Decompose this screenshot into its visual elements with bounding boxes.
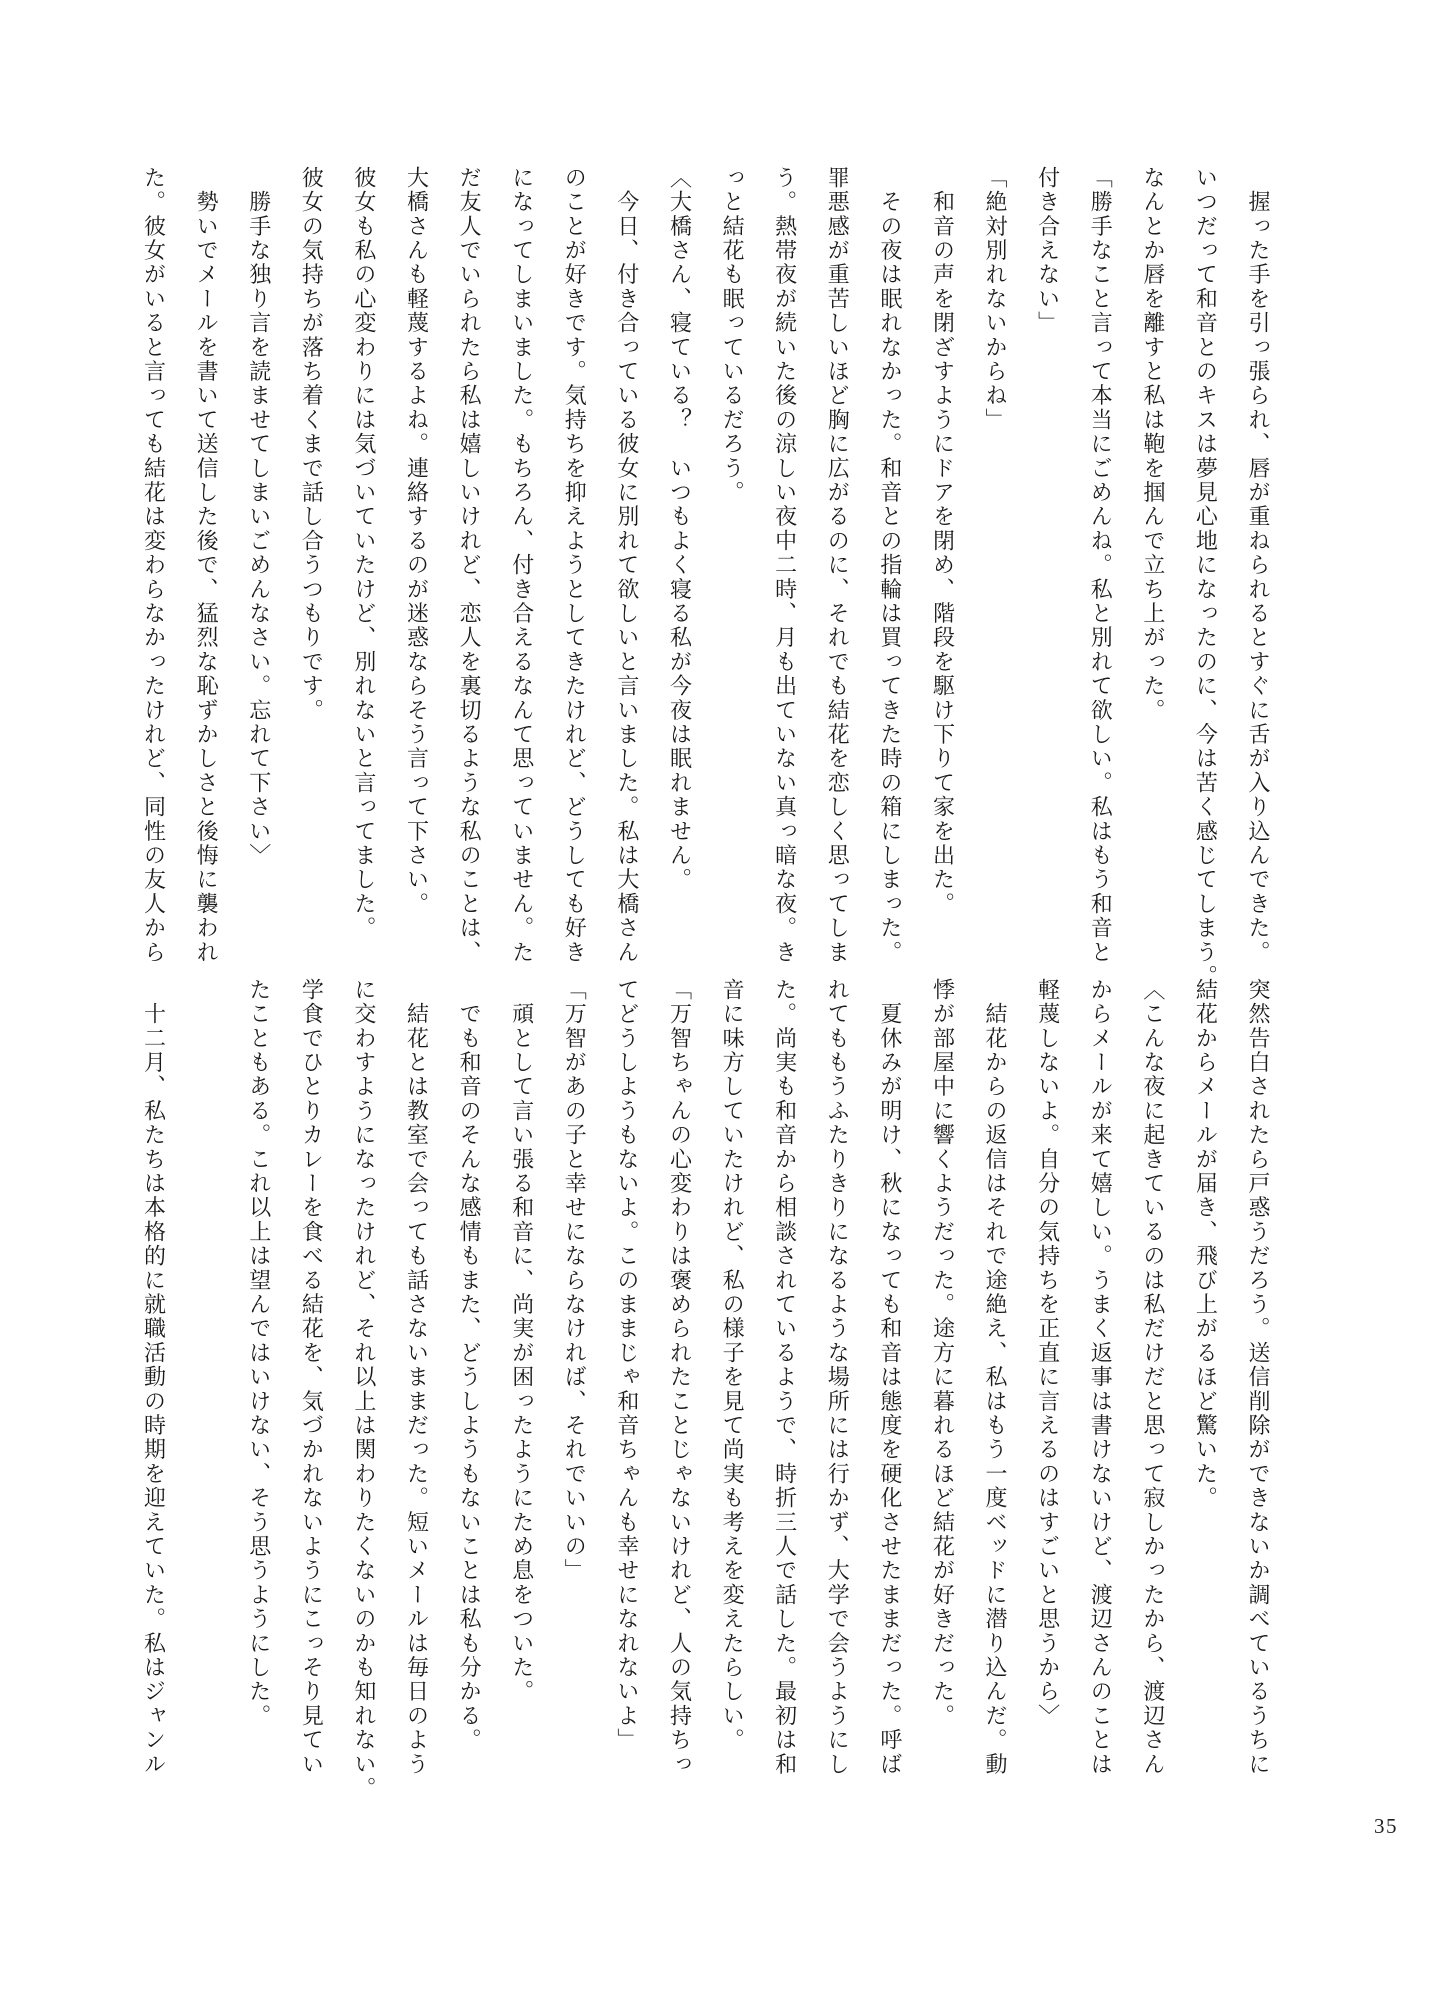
- text-column: た。彼女がいると言っても結花は変わらなかったけれど、同性の友人から: [141, 166, 167, 965]
- text-column: になってしまいました。もちろん、付き合えるなんて思っていません。た: [509, 166, 535, 965]
- text-column: その夜は眠れなかった。和音との指輪は買ってきた時の箱にしまった。: [877, 166, 903, 965]
- text-column: だ友人でいられたら私は嬉しいけれど、恋人を裏切るような私のことは、: [457, 166, 483, 965]
- text-column: 勢いでメールを書いて送信した後で、猛烈な恥ずかしさと後悔に襲われ: [194, 166, 220, 965]
- text-column: 「万智があの子と幸せにならなければ、それでいいの」: [562, 978, 588, 1583]
- text-column: 〈こんな夜に起きているのは私だけだと思って寂しかったから、渡辺さん: [1140, 978, 1166, 1777]
- text-column: 軽蔑しないよ。自分の気持ちを正直に言えるのはすごいと思うから〉: [1035, 978, 1061, 1729]
- text-column: 悸が部屋中に響くようだった。途方に暮れるほど結花が好きだった。: [930, 978, 956, 1729]
- text-column: なんとか唇を離すと私は鞄を掴んで立ち上がった。: [1140, 166, 1166, 723]
- text-column: 勝手な独り言を読ませてしまいごめんなさい。忘れて下さい〉: [246, 166, 272, 868]
- text-column: てどうしようもないよ。このままじゃ和音ちゃんも幸せになれないよ」: [614, 978, 640, 1753]
- text-column: からメールが来て嬉しい。うまく返事は書けないけど、渡辺さんのことは: [1088, 978, 1114, 1777]
- text-column: っと結花も眠っているだろう。: [720, 166, 746, 505]
- text-column: 今日、付き合っている彼女に別れて欲しいと言いました。私は大橋さん: [614, 166, 640, 965]
- text-column: 「絶対別れないからね」: [983, 166, 1009, 433]
- text-column: でも和音のそんな感情もまた、どうしようもないことは私も分かる。: [457, 978, 483, 1753]
- text-column: 結花からメールが届き、飛び上がるほど驚いた。: [1193, 978, 1219, 1511]
- text-column: れてももうふたりきりになるような場所には行かず、大学で会うようにし: [825, 978, 851, 1777]
- text-column: 和音の声を閉ざすようにドアを閉め、階段を駆け下りて家を出た。: [930, 166, 956, 917]
- text-column: 握った手を引っ張られ、唇が重ねられるとすぐに舌が入り込んできた。: [1246, 166, 1271, 965]
- text-column: た。尚実も和音から相談されているようで、時折三人で話した。最初は和: [772, 978, 798, 1777]
- text-column: 彼女の気持ちが落ち着くまで話し合うつもりです。: [299, 166, 325, 723]
- text-column: 罪悪感が重苦しいほど胸に広がるのに、それでも結花を恋しく思ってしま: [825, 166, 851, 965]
- text-column: に交わすようになったけれど、それ以上は関わりたくないのかも知れない。: [351, 978, 377, 1801]
- text-block-bottom: [126, 978, 1284, 1810]
- text-column: [180, 978, 233, 1810]
- text-column: 突然告白されたら戸惑うだろう。送信削除ができないか調べているうちに: [1246, 978, 1271, 1777]
- text-column: 頑として言い張る和音に、尚実が困ったようにため息をついた。: [509, 978, 535, 1704]
- text-column: いつだって和音とのキスは夢見心地になったのに、今は苦く感じてしまう。: [1193, 166, 1219, 989]
- text-column: 「万智ちゃんの心変わりは褒められたことじゃないけれど、人の気持ちっ: [667, 978, 693, 1777]
- text-column: 大橋さんも軽蔑するよね。連絡するのが迷惑ならそう言って下さい。: [404, 166, 430, 917]
- page-number: 35: [1374, 1814, 1398, 1838]
- text-column: 音に味方していたけれど、私の様子を見て尚実も考えを変えたらしい。: [720, 978, 746, 1753]
- text-column: う。熱帯夜が続いた後の涼しい夜中二時、月も出ていない真っ暗な夜。き: [772, 166, 798, 965]
- text-column: 〈大橋さん、寝ている？ いつもよく寝る私が今夜は眠れません。: [667, 166, 693, 892]
- text-block-top: [126, 166, 1284, 998]
- text-column: 結花とは教室で会っても話さないままだった。短いメールは毎日のよう: [404, 978, 430, 1777]
- text-column: 彼女も私の心変わりには気づいていたけど、別れないと言ってました。: [351, 166, 377, 941]
- text-column: 十二月、私たちは本格的に就職活動の時期を迎えていた。私はジャンル: [141, 978, 167, 1777]
- text-column: 「勝手なこと言って本当にごめんね。私と別れて欲しい。私はもう和音と: [1088, 166, 1114, 965]
- text-column: たこともある。これ以上は望んではいけない、そう思うようにした。: [246, 978, 272, 1729]
- text-column: 付き合えない」: [1035, 166, 1061, 336]
- text-column: のことが好きです。気持ちを抑えようとしてきたけれど、どうしても好き: [562, 166, 588, 965]
- text-column: 学食でひとりカレーを食べる結花を、気づかれないようにこっそり見てい: [299, 978, 325, 1777]
- text-column: 結花からの返信はそれで途絶え、私はもう一度ベッドに潜り込んだ。動: [983, 978, 1009, 1777]
- text-column: 夏休みが明け、秋になっても和音は態度を硬化させたままだった。呼ば: [877, 978, 903, 1777]
